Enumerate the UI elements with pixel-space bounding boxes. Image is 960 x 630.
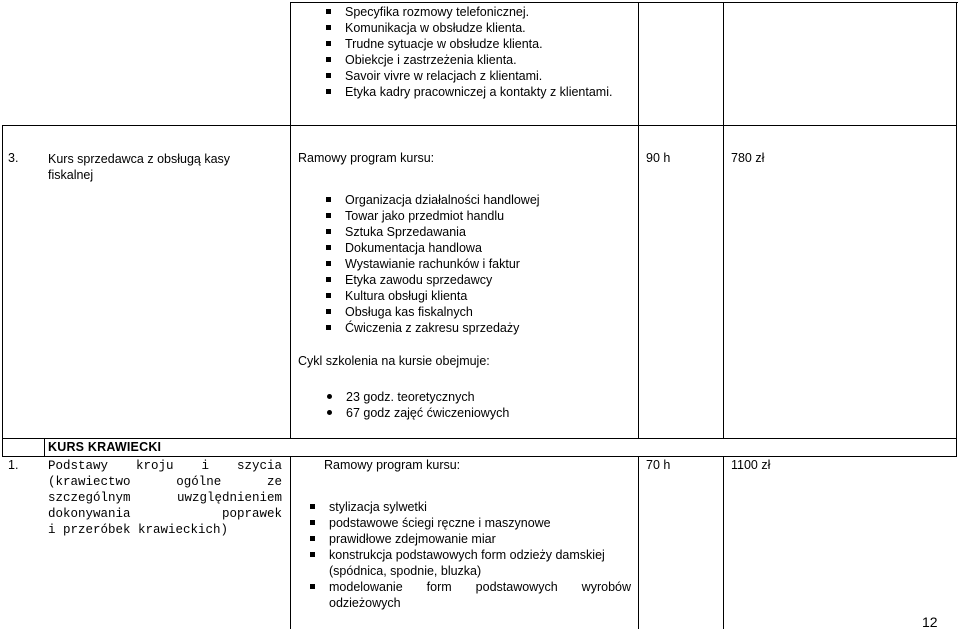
course1-number: 1. [8,458,19,472]
course3-cycle-list [322,389,509,421]
list-item: Towar jako przedmiot handlu [322,208,540,224]
course1-topic-continuation: (spódnica, spodnie, bluzka) [329,564,482,578]
course3-number: 3. [8,151,19,165]
course3-topic-list [322,192,540,336]
list-item: Dokumentacja handlowa [322,240,540,256]
course1-name [48,458,282,538]
course3-name [48,151,230,183]
list-item: Ćwiczenia z zakresu sprzedaży [322,320,540,336]
list-item: Specyfika rozmowy telefonicznej. [322,4,612,20]
course1-name-line: i przeróbek krawieckich) [48,523,229,537]
row-divider [2,125,956,126]
course3-cycle-label: Cykl szkolenia na kursie obejmuje: [298,354,490,368]
course1-hours: 70 h [646,458,671,472]
course1-topic-list [306,499,605,563]
course3-name-line: Kurs sprzedawca z obsługą kasy [48,152,231,166]
course1-number-divider [44,438,45,457]
table-border-hours-left [638,2,639,438]
list-item: Wystawianie rachunków i faktur [322,256,540,272]
course3-name-line: fiskalnej [48,168,94,182]
course3-price: 780 zł [731,151,765,165]
table-border-top [290,2,958,3]
krawiecki-header-right [956,438,957,457]
list-item: podstawowe ściegi ręczne i maszynowe [306,515,605,531]
course1-name-line: szczególnym uwzględnieniem [48,491,282,505]
list-item: Obsługa kas fiskalnych [322,304,540,320]
list-item: stylizacja sylwetki [306,499,605,515]
table-border-price-left [723,2,724,438]
list-item: prawidłowe zdejmowanie miar [306,531,605,547]
list-item: Etyka kadry pracowniczej a kontakty z klientami. [322,84,612,100]
list-item [306,579,637,595]
course1-program-left [290,456,291,629]
list-item: Kultura obsługi klienta [322,288,540,304]
list-item: Organizacja działalności handlowej [322,192,540,208]
list-item: Sztuka Sprzedawania [322,224,540,240]
krawiecki-header-top [2,438,956,439]
course1-topic-list-continued [306,579,637,595]
list-item: Savoir vivre w relacjach z klientami. [322,68,612,84]
course1-topic-continuation: odzieżowych [329,596,401,610]
table-border-program-left [290,2,291,438]
course1-program-label: Ramowy program kursu: [324,458,461,472]
krawiecki-header-bottom [2,456,956,457]
list-item: Obiekcje i zastrzeżenia klienta. [322,52,612,68]
top-topic-list [322,4,612,100]
table-border-right [956,2,957,440]
course1-name-line: Podstawy kroju i szycia [48,459,282,473]
course3-hours: 90 h [646,151,671,165]
course1-price-left [723,456,724,629]
page-number: 12 [922,614,938,630]
course1-price: 1100 zł [731,458,771,472]
section-header-krawiecki: KURS KRAWIECKI [48,440,162,454]
krawiecki-header-left [2,438,3,457]
list-item: 67 godz zajęć ćwiczeniowych [322,405,509,421]
list-item-text: modelowanie form podstawowych wyrobów [329,580,631,594]
course1-name-line: (krawiectwo ogólne ze [48,475,282,489]
course1-name-line: dokonywania poprawek [48,507,282,521]
list-item: konstrukcja podstawowych form odzieży damskiej [306,547,605,563]
list-item: Komunikacja w obsłudze klienta. [322,20,612,36]
list-item: 23 godz. teoretycznych [322,389,509,405]
list-item: Etyka zawodu sprzedawcy [322,272,540,288]
course1-hours-left [638,456,639,629]
course3-program-label: Ramowy program kursu: [298,151,435,165]
list-item: Trudne sytuacje w obsłudze klienta. [322,36,612,52]
table-border-left [2,125,3,438]
